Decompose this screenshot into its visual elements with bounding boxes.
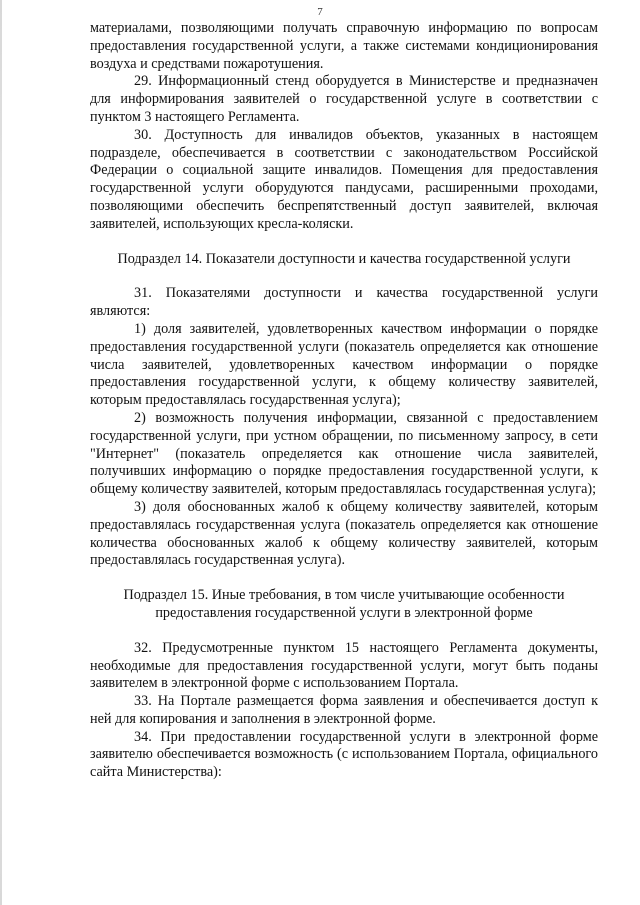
paragraph-34: 34. При предоставлении государственной услуги в электронной форме заявителю обеспечивается возможность (с использованием Портала, официального сайта Министерства): [90,728,598,781]
paragraph-32: 32. Предусмотренные пунктом 15 настоящего Регламента документы, необходимые для предоставления государственной услуги, могут быть поданы заявителем в электронной форме с использованием Портала. [90,639,598,692]
subsection-14-heading: Подраздел 14. Показатели доступности и качества государственной услуги [117,250,571,267]
paragraph-continuation: материалами, позволяющими получать справочную информацию по вопросам предоставления государственной услуги, а также системами кондиционирования воздуха и средствами пожаротушения. [90,20,598,72]
paragraph-31-item-1: 1) доля заявителей, удовлетворенных качеством информации о порядке предоставления государственной услуги (показатель определяется как отношение числа заявителей, удовлетворенных качеством информации о порядке предоставления государственной услуги, к общему количеству заявителей, которым предоставлялась государственная услуга); [90,320,598,409]
paragraph-30: 30. Доступность для инвалидов объектов, указанных в настоящем подразделе, обеспечивается в соответствии с законодательством Российской Федерации о социальной защите инвалидов. Помещения для предоставления государственной услуги оборудуются пандусами, расширенными проходами, позволяющими обеспечить беспрепятственный доступ заявителей, включая заявителей, использующих кресла-коляски. [90,126,598,232]
page-number: 7 [317,6,323,18]
paragraph-29: 29. Информационный стенд оборудуется в Министерстве и предназначен для информирования заявителей о государственной услуге в соответствии с пунктом 3 настоящего Регламента. [90,73,598,125]
page-body [90,20,598,782]
subsection-15-heading: Подраздел 15. Иные требования, в том числе учитывающие особенности предоставления государственной услуги в электронной форме [123,587,565,621]
paragraph-31: 31. Показателями доступности и качества государственной услуги являются: [90,285,598,320]
paragraph-33: 33. На Портале размещается форма заявления и обеспечивается доступ к ней для копирования и заполнения в электронной форме. [90,693,598,727]
paragraph-31-item-3: 3) доля обоснованных жалоб к общему количеству заявителей, которым предоставлялась государственная услуга (показатель определяется как отношение количества обоснованных жалоб к общему количеству заявителей, которым предоставлялась государственная услуга). [90,498,598,569]
scan-edge [0,0,2,905]
paragraph-31-item-2: 2) возможность получения информации, связанной с предоставлением государственной услуги, при устном обращении, по письменному запросу, в сети "Интернет" (показатель определяется как отношение числа заявителей, получивших информацию о порядке предоставления государственной услуги, к общему количеству заявителей, которым предоставлялась государственная услуга); [90,409,598,498]
